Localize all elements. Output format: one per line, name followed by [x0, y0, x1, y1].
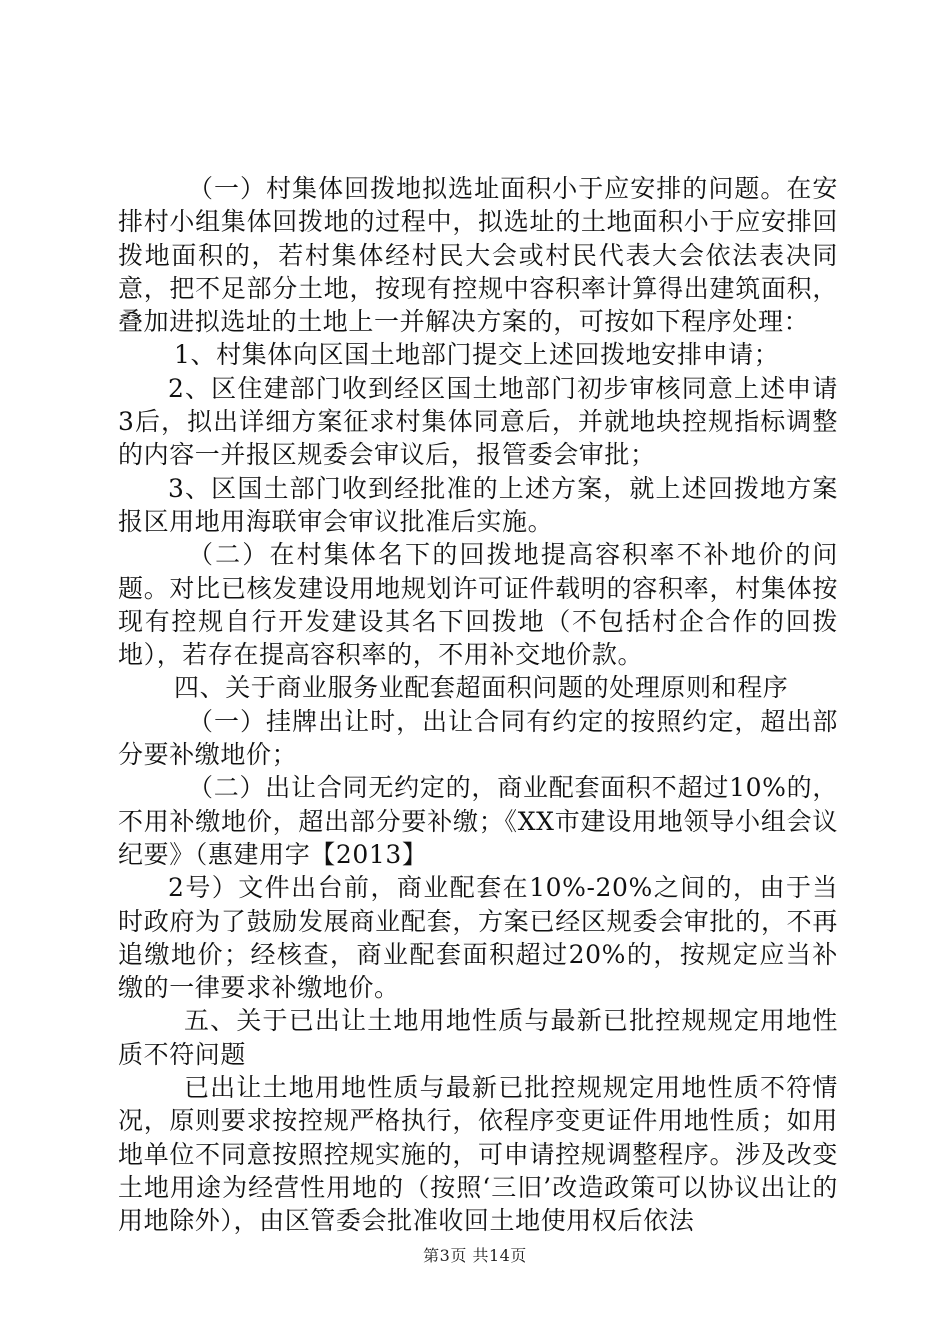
paragraph-village-land-area: （一）村集体回拨地拟选址面积小于应安排的问题。在安排村小组集体回拨地的过程中，拟选址的土地面积小于应安排回拨地面积的，若村集体经村民大会或村民代表大会依法表决同意，把不足部分土地，按现有控规中容积率计算得出建筑面积，叠加进拟选址的土地上一并解决方案的，可按如下程序处理：: [118, 174, 838, 337]
page-number-footer: 第3页 共14页: [423, 1246, 527, 1265]
paragraph-step-3: 3、区国土部门收到经批准的上述方案，就上述回拨地方案报区用地用海联审会审议批准后实施。: [118, 473, 838, 536]
paragraph-step-2: 2、区住建部门收到经区国土地部门初步审核同意上述申请3后，拟出详细方案征求村集体同意后，并就地块控规指标调整的内容一并报区规委会审议后，报管委会审批；: [118, 373, 838, 470]
paragraph-document-no-2: 2号）文件出台前，商业配套在10%-20%之间的，由于当时政府为了鼓励发展商业配套，方案已经区规委会审批的，不再追缴地价；经核查，商业配套面积超过20%的，按规定应当补缴的一律要求补缴地价。: [118, 873, 838, 1003]
paragraph-listing-transfer: （一）挂牌出让时，出让合同有约定的按照约定，超出部分要补缴地价；: [118, 706, 838, 770]
section-heading-four: 四、关于商业服务业配套超面积问题的处理原则和程序: [174, 673, 789, 703]
paragraph-step-1: 1、村集体向区国土地部门提交上述回拨地安排申请；: [174, 340, 780, 370]
paragraph-no-agreement: （二）出让合同无约定的，商业配套面积不超过10%的，不用补缴地价，超出部分要补缴；《XX市建设用地领导小组会议纪要》（惠建用字【2013】: [118, 773, 838, 869]
document-body: [118, 172, 838, 1238]
paragraph-plot-ratio: （二）在村集体名下的回拨地提高容积率不补地价的问题。对比已核发建设用地规划许可证件载明的容积率，村集体按现有控规自行开发建设其名下回拨地（不包括村企合作的回拨地），若存在提高容积率的，不用补交地价款。: [118, 540, 838, 670]
section-heading-five: 五、关于已出让土地用地性质与最新已批控规规定用地性质不符问题: [118, 1006, 838, 1069]
paragraph-land-use-mismatch: 已出让土地用地性质与最新已批控规规定用地性质不符情况，原则要求按控规严格执行，依程序变更证件用地性质；如用地单位不同意按照控规实施的，可申请控规调整程序。涉及改变土地用途为经营性用地的（按照‘三旧’改造政策可以协议出让的用地除外），由区管委会批准收回土地使用权后依法: [118, 1073, 838, 1236]
